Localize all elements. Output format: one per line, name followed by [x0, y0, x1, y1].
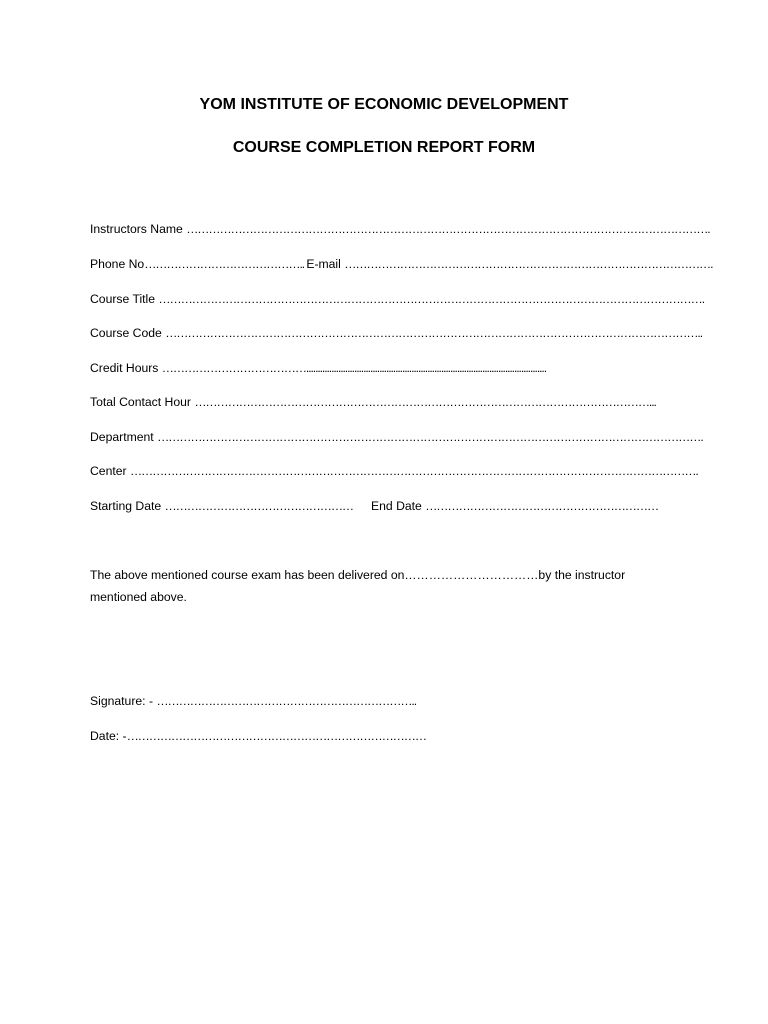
department-label: Department	[90, 430, 158, 444]
instructors-name-label: Instructors Name	[90, 222, 187, 236]
phone-no-label: Phone No	[90, 257, 145, 271]
department-blank: ………………………………………………………………………………………………………………………………….	[157, 430, 703, 444]
instructors-name-row	[90, 221, 710, 237]
signature-blank: ……………………………………………………………..	[156, 694, 416, 708]
credit-hours-label: Credit Hours	[90, 361, 162, 375]
course-title-blank: ………………………………………………………………………………………………………………………………….	[158, 292, 704, 306]
course-code-row	[90, 325, 702, 341]
signature-label: Signature: -	[90, 694, 157, 708]
course-title-label: Course Title	[90, 292, 159, 306]
starting-date-blank: ……………………………………………	[164, 499, 354, 513]
institute-name: YOM INSTITUTE OF ECONOMIC DEVELOPMENT	[199, 96, 569, 113]
email-blank: ……………………………………………………………………………………….	[344, 257, 713, 271]
center-label: Center	[90, 464, 130, 478]
end-date-cell	[371, 498, 658, 514]
delivery-statement	[90, 564, 670, 608]
center-blank: ……………………………………………………………………………………………………………………………………….	[129, 464, 698, 478]
department-row	[90, 429, 703, 445]
center-row	[90, 463, 698, 479]
phone-no-blank: ……………………………………..	[144, 257, 307, 271]
date-row	[90, 728, 426, 744]
end-date-blank: ………………………………………………………	[425, 499, 659, 513]
form-title: COURSE COMPLETION REPORT FORM	[232, 139, 536, 156]
signature-row	[90, 693, 416, 709]
total-contact-hour-row	[90, 394, 656, 410]
course-code-label: Course Code	[90, 326, 166, 340]
date-label: Date: -	[90, 729, 127, 743]
starting-date-label: Starting Date	[90, 499, 165, 513]
email-label: E-mail	[306, 257, 345, 271]
date-blank: ………………………………………………………………………	[126, 729, 426, 743]
total-contact-hour-blank: ……………………………………………………………………………………………………………...	[194, 395, 656, 409]
dates-row	[90, 498, 353, 514]
delivery-statement-line-1: The above mentioned course exam has been delivered on……………………………by the instructor	[90, 568, 626, 582]
delivery-statement-line-2: mentioned above.	[90, 590, 187, 604]
phone-email-row	[90, 256, 712, 272]
instructors-name-blank: …………………………………………………………………………………………………………………………….	[186, 222, 710, 236]
course-code-blank: ………………………………………………………………………………………………………………………………..	[165, 326, 702, 340]
credit-hours-blank: ………………………………….........................................................................................................	[161, 361, 546, 375]
end-date-label: End Date	[371, 499, 426, 513]
credit-hours-row	[90, 360, 546, 376]
total-contact-hour-label: Total Contact Hour	[90, 395, 195, 409]
course-title-row	[90, 291, 704, 307]
